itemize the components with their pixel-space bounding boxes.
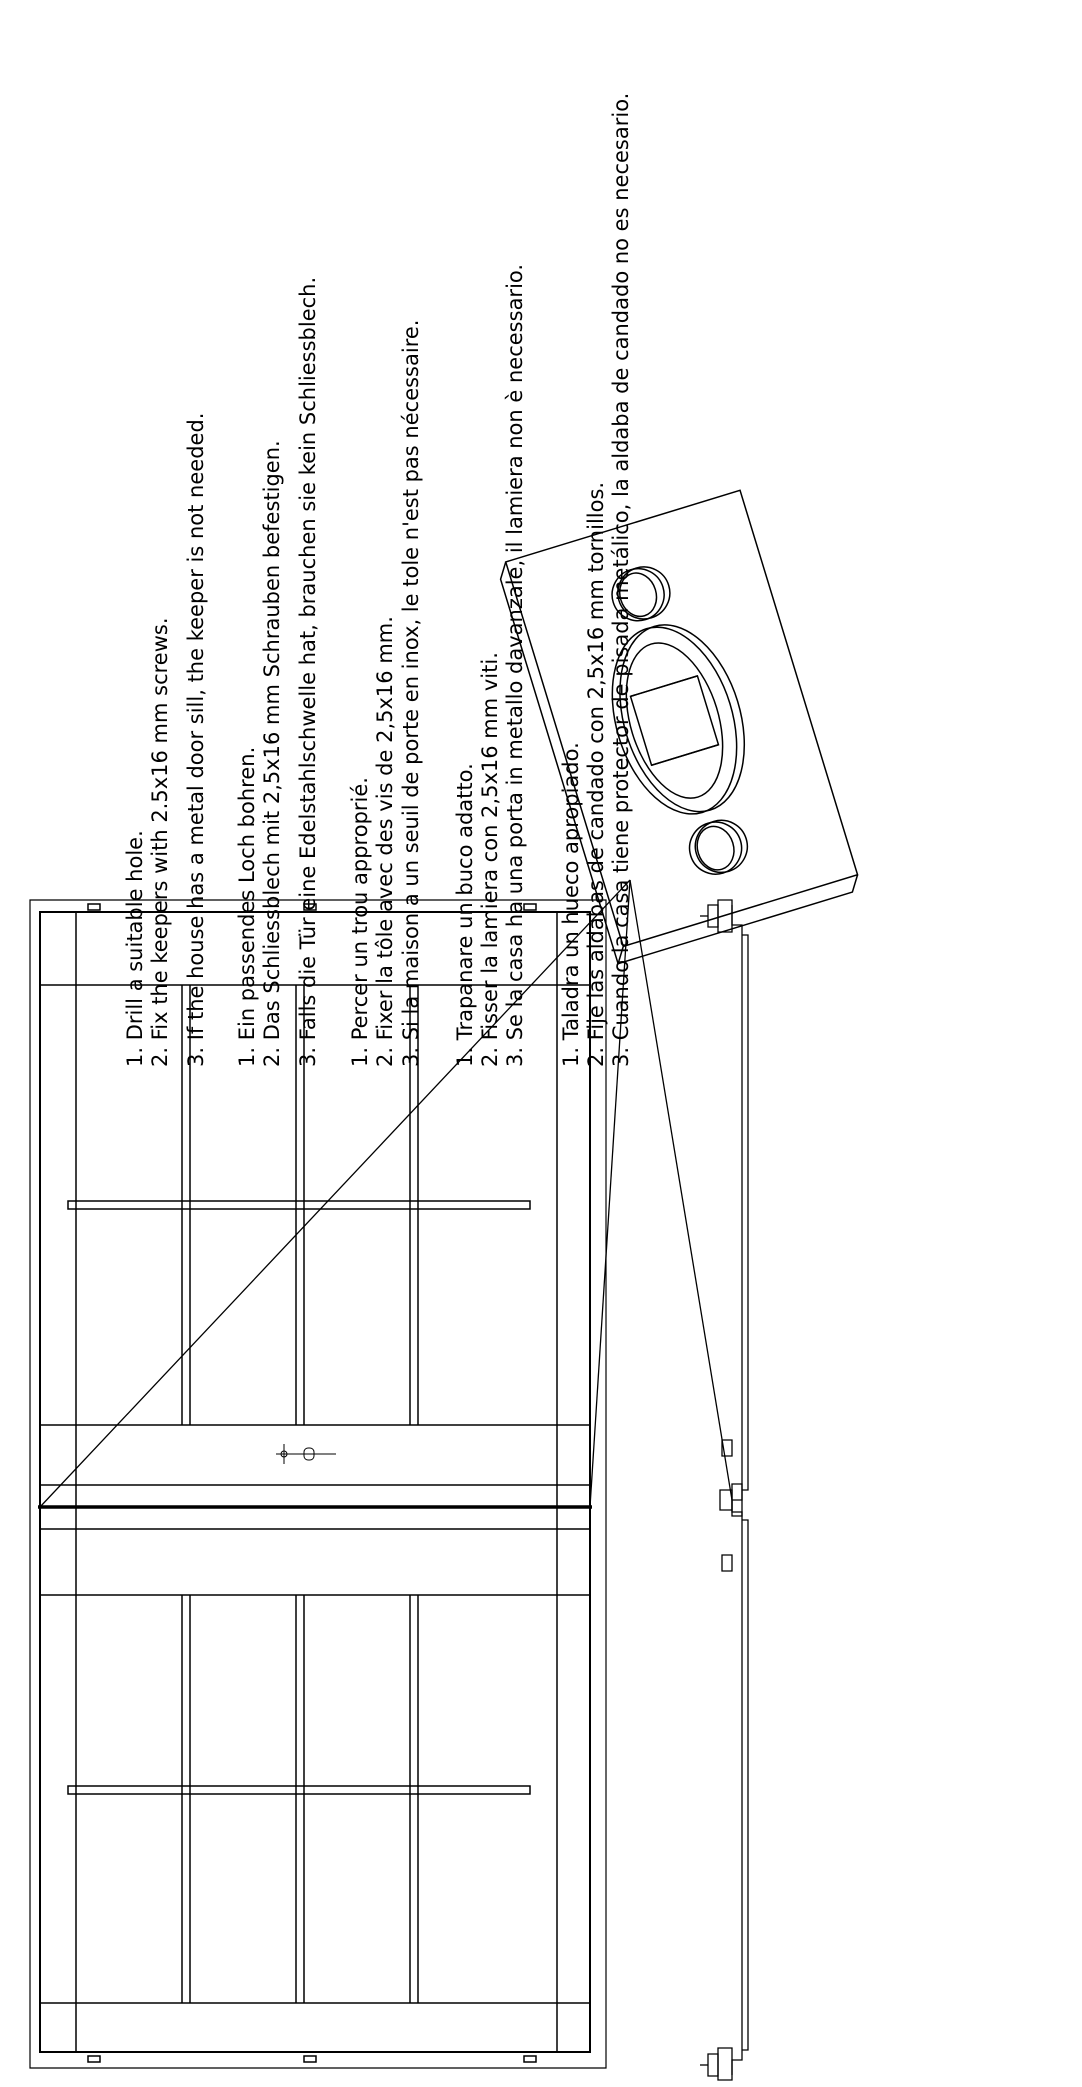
instruction-es-2: 2. Fije las aldabas de candado con 2,5x16 mm tornillos. — [584, 481, 608, 1067]
door-side-section — [700, 900, 748, 2080]
door-lock-symbol — [276, 1444, 336, 1464]
hinge — [524, 2056, 536, 2062]
glazing-bar-horizontal — [68, 1201, 530, 1209]
door-elevation-drawing — [30, 900, 606, 2068]
instruction-de-3: 3. Falls die Tür eine Edelstahlschwelle hat, brauchen sie kein Schliessblech. — [296, 276, 320, 1067]
glazing-bar-horizontal — [68, 1786, 530, 1794]
instruction-en-2: 2. Fix the keepers with 2.5x16 mm screws. — [148, 617, 172, 1067]
keeper-plate — [506, 490, 858, 946]
instruction-fr-2: 2. Fixer la tôle avec des vis de 2,5x16 mm. — [373, 616, 397, 1067]
instruction-en-1: 1. Drill a suitable hole. — [123, 830, 147, 1067]
detail-leader-lines — [40, 880, 732, 1507]
keeper-plate-edge — [496, 490, 862, 963]
hinge — [88, 904, 100, 910]
hinge — [88, 2056, 100, 2062]
instruction-it-1: 1. Trapanare un buco adatto. — [453, 763, 477, 1067]
bolt-slot — [591, 609, 766, 829]
hinge — [524, 904, 536, 910]
instruction-de-2: 2. Das Schliessblech mit 2,5x16 mm Schrauben befestigen. — [260, 440, 284, 1067]
instruction-it-3: 3. Se la casa ha una porta in metallo davanzale, il lamiera non è necessario. — [503, 263, 527, 1067]
instruction-it-2: 2. Fisser la lamiera con 2,5x16 mm viti. — [478, 652, 502, 1067]
instruction-es-3: 3. Cuando la casa tiene protector de pisada metálico, la aldaba de candado no es necesario. — [609, 92, 633, 1067]
screw-hole — [606, 560, 677, 627]
instruction-es-1: 1. Taladra un hueco apropiado. — [559, 742, 583, 1067]
hinge — [304, 2056, 316, 2062]
hinge — [304, 904, 316, 910]
door-outer-frame — [30, 900, 606, 2068]
instruction-fr-3: 3. Si la maison a un seuil de porte en inox, le tole n'est pas nécessaire. — [399, 319, 423, 1067]
door-inner-frame — [40, 912, 590, 2052]
screw-hole — [683, 814, 754, 881]
keeper-plate-detail — [496, 490, 862, 963]
instruction-fr-1: 1. Percer un trou approprié. — [348, 777, 372, 1067]
instruction-en-3: 3. If the house has a metal door sill, the keeper is not needed. — [184, 412, 208, 1067]
instruction-de-1: 1. Ein passendes Loch bohren. — [235, 746, 259, 1067]
